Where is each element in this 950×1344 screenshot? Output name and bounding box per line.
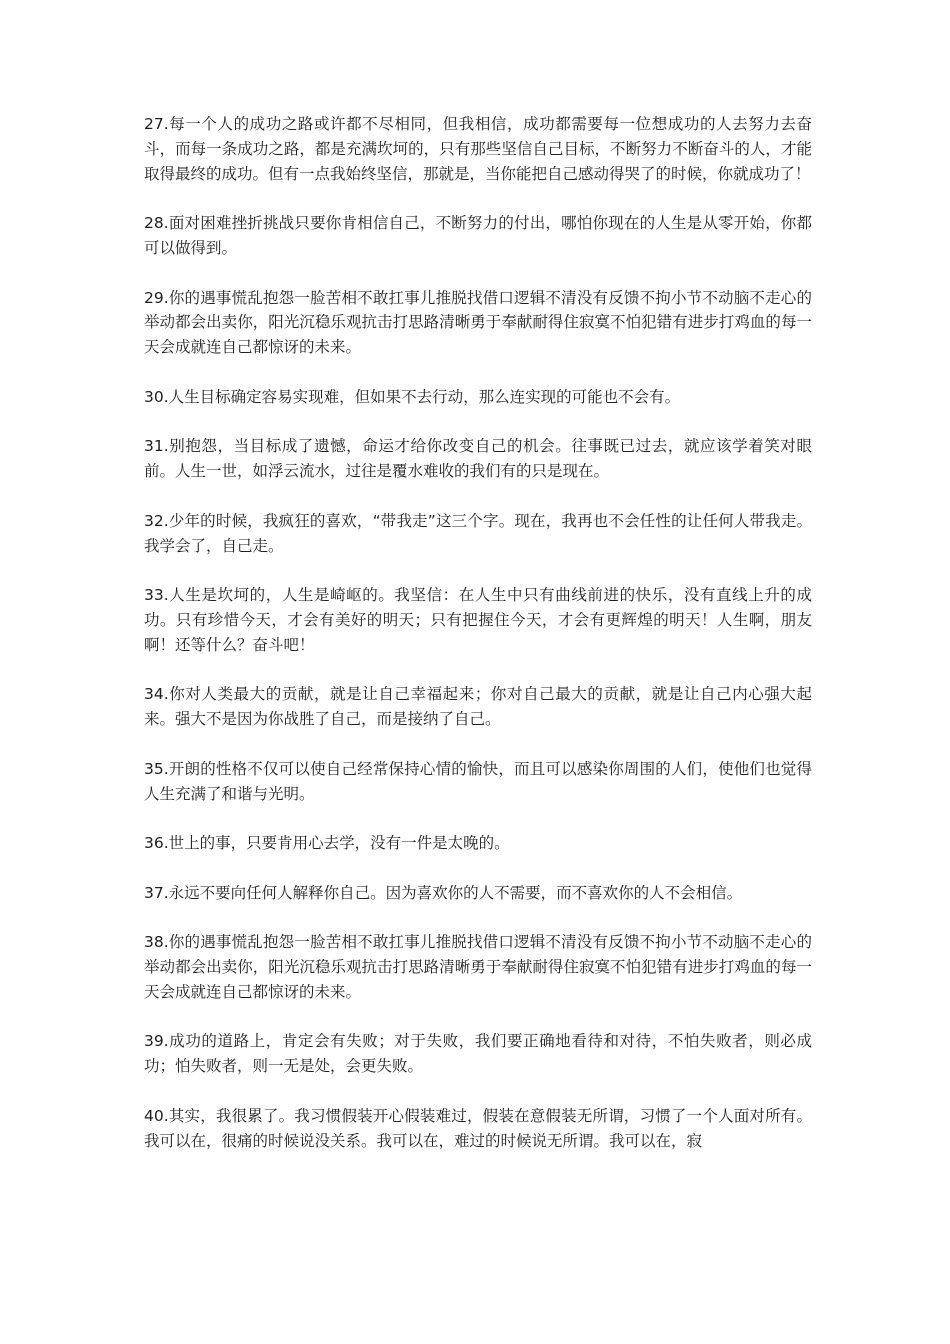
quote-paragraph-27: 27.每一个人的成功之路或许都不尽相同，但我相信，成功都需要每一位想成功的人去努力去奋斗，而每一条成功之路，都是充满坎坷的，只有那些坚信自己目标，不断努力不断奋斗的人，才能取得最终的成功。但有一点我始终坚信，那就是，当你能把自己感动得哭了的时候，你就成功了！ (144, 115, 812, 183)
quote-paragraph-33: 33.人生是坎坷的，人生是崎岖的。我坚信：在人生中只有曲线前进的快乐，没有直线上升的成功。只有珍惜今天，才会有美好的明天；只有把握住今天，才会有更辉煌的明天！人生啊，朋友啊！还等什么？奋斗吧！ (144, 586, 812, 654)
quote-paragraph-40: 40.其实，我很累了。我习惯假装开心假装难过，假装在意假装无所谓，习惯了一个人面对所有。我可以在，很痛的时候说没关系。我可以在，难过的时候说无所谓。我可以在，寂 (144, 1106, 812, 1150)
quote-paragraph-35: 35.开朗的性格不仅可以使自己经常保持心情的愉快，而且可以感染你周围的人们，使他们也觉得人生充满了和谐与光明。 (144, 759, 812, 803)
quote-paragraph-30: 30.人生目标确定容易实现难，但如果不去行动，那么连实现的可能也不会有。 (144, 387, 681, 406)
quote-paragraph-36: 36.世上的事，只要肯用心去学，没有一件是太晚的。 (144, 834, 510, 853)
document-page (144, 112, 812, 1178)
quote-paragraph-39: 39.成功的道路上，肯定会有失败；对于失败，我们要正确地看待和对待，不怕失败者，则必成功；怕失败者，则一无是处，会更失败。 (144, 1032, 812, 1076)
quote-paragraph-34: 34.你对人类最大的贡献，就是让自己幸福起来；你对自己最大的贡献，就是让自己内心强大起来。强大不是因为你战胜了自己，而是接纳了自己。 (144, 685, 812, 729)
quote-paragraph-37: 37.永远不要向任何人解释你自己。因为喜欢你的人不需要，而不喜欢你的人不会相信。 (144, 883, 743, 902)
quote-paragraph-32: 32.少年的时候，我疯狂的喜欢，“带我走”这三个字。现在，我再也不会任性的让任何人带我走。我学会了，自己走。 (144, 511, 812, 555)
quote-paragraph-38: 38.你的遇事慌乱抱怨一脸苦相不敢扛事儿推脱找借口逻辑不清没有反馈不拘小节不动脑不走心的举动都会出卖你，阳光沉稳乐观抗击打思路清晰勇于奉献耐得住寂寞不怕犯错有进步打鸡血的每一天会成就连自己都惊讶的未来。 (144, 933, 812, 1001)
quote-paragraph-29: 29.你的遇事慌乱抱怨一脸苦相不敢扛事儿推脱找借口逻辑不清没有反馈不拘小节不动脑不走心的举动都会出卖你，阳光沉稳乐观抗击打思路清晰勇于奉献耐得住寂寞不怕犯错有进步打鸡血的每一天会成就连自己都惊讶的未来。 (144, 288, 812, 357)
quote-paragraph-28: 28.面对困难挫折挑战只要你肯相信自己，不断努力的付出，哪怕你现在的人生是从零开始，你都可以做得到。 (144, 214, 812, 257)
quote-paragraph-31: 31.别抱怨，当目标成了遗憾，命运才给你改变自己的机会。往事既已过去，就应该学着笑对眼前。人生一世，如浮云流水，过往是覆水难收的我们有的只是现在。 (144, 437, 812, 481)
